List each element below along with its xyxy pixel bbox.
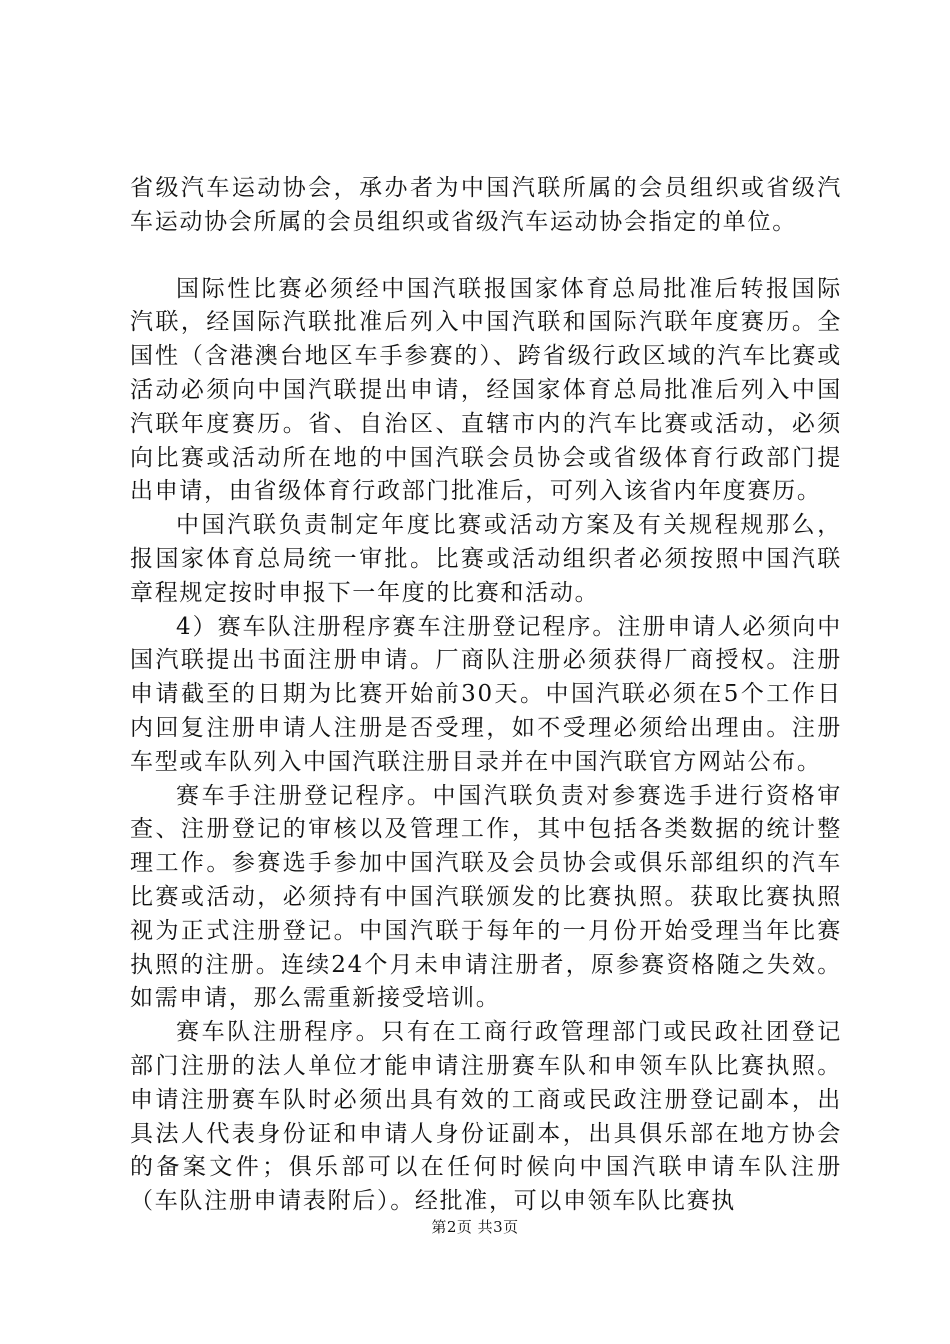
paragraph-international-events: 国际性比赛必须经中国汽联报国家体育总局批准后转报国际汽联，经国际汽联批准后列入中国汽联和国际汽联年度赛历。全国性（含港澳台地区车手参赛的）、跨省级行政区域的汽车比赛或活动必须向中国汽联提出申请，经国家体育总局批准后列入中国汽联年度赛历。省、自治区、直辖市内的汽车比赛或活动，必须向比赛或活动所在地的中国汽联会员协会或省级体育行政部门提出申请，由省级体育行政部门批准后，可列入该省内年度赛历。 (130, 275, 842, 505)
paragraph-team-license: 赛车队注册程序。只有在工商行政管理部门或民政社团登记部门注册的法人单位才能申请注册赛车队和申领车队比赛执照。申请注册赛车队时必须出具有效的工商或民政注册登记副本，出具法人代表身份证和申请人身份证副本，出具俱乐部在地方协会的备案文件；俱乐部可以在任何时候向中国汽联申请车队注册（车队注册申请表附后）。经批准，可以申领车队比赛执 (130, 1019, 842, 1215)
document-body (130, 172, 842, 1219)
paragraph-annual-plan: 中国汽联负责制定年度比赛或活动方案及有关规程规那么，报国家体育总局统一审批。比赛或活动组织者必须按照中国汽联章程规定按时申报下一年度的比赛和活动。 (130, 512, 842, 606)
page-number-footer: 第2页 共3页 (431, 1218, 519, 1236)
paragraph-driver-registration: 赛车手注册登记程序。中国汽联负责对参赛选手进行资格审查、注册登记的审核以及管理工作，其中包括各类数据的统计整理工作。参赛选手参加中国汽联及会员协会或俱乐部组织的汽车比赛或活动，必须持有中国汽联颁发的比赛执照。获取比赛执照视为正式注册登记。中国汽联于每年的一月份开始受理当年比赛执照的注册。连续24个月未申请注册者，原参赛资格随之失效。如需申请，那么需重新接受培训。 (130, 782, 842, 1012)
paragraph-team-registration: 4）赛车队注册程序赛车注册登记程序。注册申请人必须向中国汽联提出书面注册申请。厂商队注册必须获得厂商授权。注册申请截至的日期为比赛开始前30天。中国汽联必须在5个工作日内回复注册申请人注册是否受理，如不受理必须给出理由。注册车型或车队列入中国汽联注册目录并在中国汽联官方网站公布。 (130, 613, 842, 775)
paragraph-continuation: 省级汽车运动协会，承办者为中国汽联所属的会员组织或省级汽车运动协会所属的会员组织或省级汽车运动协会指定的单位。 (130, 175, 842, 235)
